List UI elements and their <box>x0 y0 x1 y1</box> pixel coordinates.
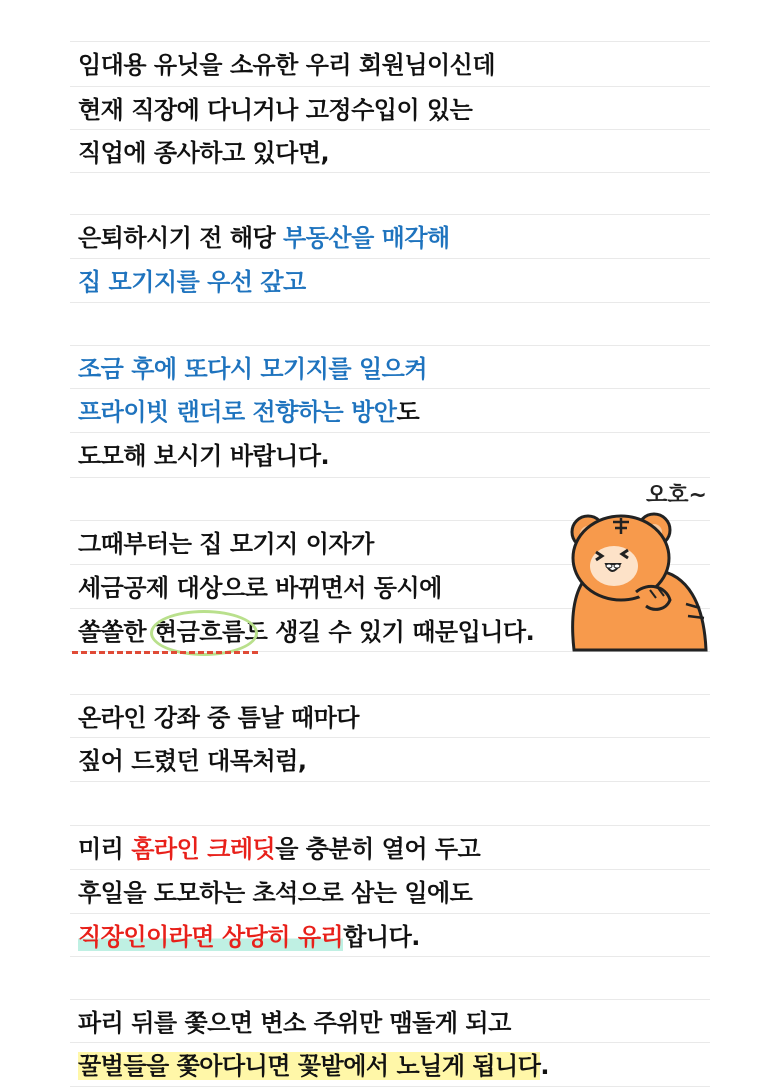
highlight-yellow: 꿀벌들을 쫓아다니면 꽃밭에서 노닐게 됩니다 <box>78 1052 541 1080</box>
text-segment: 합니다. <box>343 923 420 951</box>
text-segment: 은퇴하시기 전 해당 <box>78 224 284 252</box>
text-line <box>70 41 710 85</box>
highlight-blue: 조금 후에 또다시 모기지를 일으켜 <box>78 355 427 383</box>
red-dashed-underline <box>72 651 258 654</box>
text-line <box>70 694 710 738</box>
text-line <box>70 999 710 1043</box>
line-text: 현재 직장에 다니거나 고정수입이 있는 <box>78 96 473 124</box>
blank-line <box>70 781 710 825</box>
text-segment: 도 생길 수 있기 때문입니다. <box>244 618 535 646</box>
line-text: 파리 뒤를 쫓으면 변소 주위만 맴돌게 되고 <box>78 1009 511 1037</box>
line-text <box>78 834 480 864</box>
text-line <box>70 388 710 432</box>
text-line <box>70 913 710 957</box>
line-text: 도모해 보시기 바랍니다. <box>78 442 330 470</box>
text-line <box>70 86 710 130</box>
highlight-red: 홈라인 크레딧 <box>131 835 276 863</box>
text-line <box>70 258 710 302</box>
blank-line <box>70 302 710 346</box>
blank-line <box>70 172 710 216</box>
line-text <box>78 223 450 253</box>
line-text: 임대용 유닛을 소유한 우리 회원님이신데 <box>78 51 496 79</box>
highlight-blue: 집 모기지를 우선 갚고 <box>78 268 306 296</box>
line-text <box>78 617 534 647</box>
line-text <box>78 397 419 427</box>
text-segment: . <box>540 1052 550 1080</box>
sticker-caption: 오호~ <box>646 483 707 508</box>
line-text: 짚어 드렸던 대목처럼, <box>78 747 307 775</box>
blank-line <box>70 651 710 695</box>
text-segment: 을 충분히 열어 두고 <box>275 835 481 863</box>
line-text: 그때부터는 집 모기지 이자가 <box>78 530 374 558</box>
line-text: 온라인 강좌 중 틈날 때마다 <box>78 704 359 732</box>
tiger-sticker-icon <box>566 474 708 654</box>
line-text: 세금공제 대상으로 바뀌면서 동시에 <box>78 574 442 602</box>
text-line <box>70 345 710 389</box>
text-line <box>70 869 710 913</box>
text-line <box>70 214 710 258</box>
text-line <box>70 825 710 869</box>
line-text <box>78 1051 549 1081</box>
highlight-blue: 프라이빗 랜더로 전향하는 방안 <box>78 398 397 426</box>
line-text: 직업에 종사하고 있다면, <box>78 139 330 167</box>
highlight-red-mint: 직장인이라면 상당히 유리 <box>78 923 344 951</box>
text-line <box>70 1042 710 1087</box>
text-segment: 도 <box>396 398 420 426</box>
line-text <box>78 922 420 952</box>
text-line <box>70 129 710 173</box>
highlight-blue: 부동산을 매각해 <box>283 224 450 252</box>
text-segment: 미리 <box>78 835 132 863</box>
blank-line <box>70 956 710 1000</box>
text-line <box>70 737 710 781</box>
text-segment: 쏠쏠한 <box>78 618 154 646</box>
line-text: 후일을 도모하는 초석으로 삼는 일에도 <box>78 879 473 907</box>
circled-text: 현금흐름 <box>153 618 245 646</box>
green-circle-marker <box>150 610 258 656</box>
text-line <box>70 432 710 476</box>
